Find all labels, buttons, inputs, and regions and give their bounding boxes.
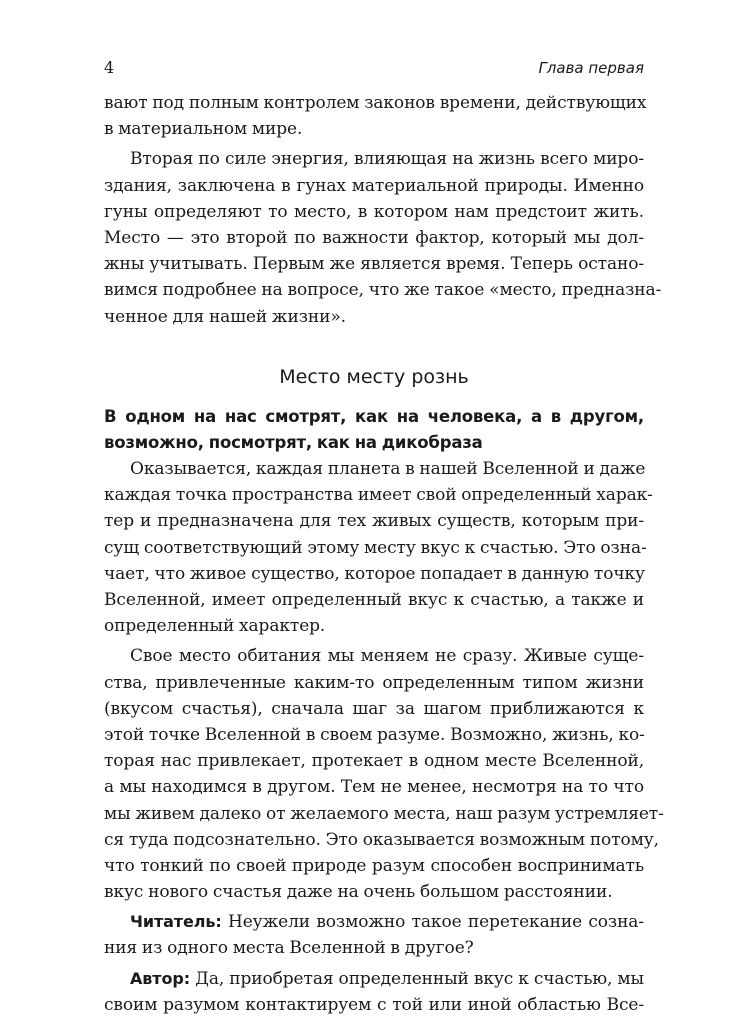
text-line: этой точке Вселенной в своем разуме. Возможно, жизнь, ко- [104,724,645,745]
dialogue-line [104,966,644,992]
subheading-line: В одном на нас смотрят, как на человека, а в другом, [104,406,644,426]
text-line: жны учитывать. Первым же является время. Теперь остано- [104,254,644,275]
speaker-reader: Читатель: [130,912,222,932]
dialogue-text: Да, приобретая определенный вкус к счастью, мы [190,968,644,989]
author-answer [104,966,644,1018]
paragraph-gunas [104,146,662,329]
text-line: определенный характер. [104,616,326,637]
paragraph-places [104,456,653,639]
reader-question [104,909,644,961]
text-line: ся туда подсознательно. Это оказывается возможным потому, [104,829,659,850]
text-line: гуны определяют то место, в котором нам предстоит жить. [104,201,644,222]
text-line: ства, привлеченные каким-то определенным типом жизни [104,672,644,693]
subheading [104,404,644,456]
text-line: вимся подробнее на вопросе, что же такое «место, предназна- [104,280,662,301]
text-line: (вкусом счастья), сначала шаг за шагом приближаются к [104,698,644,719]
text-line: Свое место обитания мы меняем не сразу. Живые суще- [130,646,644,667]
intro-paragraph [104,90,647,142]
text-line: вают под полным контролем законов времени, действующих [104,93,647,113]
chapter-title: Глава первая [538,59,644,77]
text-line: Вторая по силе энергия, влияющая на жизнь всего миро- [130,149,644,170]
text-line: чает, что живое существо, которое попадает в данную точку [104,563,645,584]
text-line: своим разумом контактируем с той или иной областью Все- [104,994,644,1015]
text-line: торая нас привлекает, протекает в одном месте Вселенной, [104,751,644,772]
text-line: в материальном мире. [104,119,303,140]
paragraph-habitat [104,643,664,905]
text-line: мы живем далеко от желаемого места, наш разум устремляет- [104,803,664,824]
book-page [104,58,664,1018]
text-line: сущ соответствующий этому месту вкус к счастью. Это озна- [104,537,647,558]
subheading-line: возможно, посмотрят, как на дикобраза [104,432,483,452]
text-line: а мы находимся в другом. Тем не менее, несмотря на то что [104,777,644,798]
text-line: Оказывается, каждая планета в нашей Вселенной и даже [130,459,646,480]
text-line: ния из одного места Вселенной в другое? [104,938,474,959]
running-head [104,58,644,78]
text-line: каждая точка пространства имеет свой определенный харак- [104,485,653,506]
text-line: ченное для нашей жизни». [104,306,346,327]
text-line: тер и предназначена для тех живых существ, которым при- [104,511,644,532]
speaker-author: Автор: [130,968,191,988]
text-line: вкус нового счастья даже на очень большом расстоянии. [104,882,613,903]
text-line: что тонкий по своей природе разум способен воспринимать [104,855,644,876]
text-line: Вселенной, имеет определенный вкус к счастью, а также и [104,590,644,610]
page-number: 4 [104,58,115,77]
text-line: здания, заключена в гунах материальной природы. Именно [104,175,644,196]
dialogue-line [104,909,644,935]
section-heading: Место месту рознь [279,365,469,388]
dialogue-text: Неужели возможно такое перетекание созна- [221,912,644,933]
text-line: Место — это второй по важности фактор, который мы дол- [104,227,644,248]
